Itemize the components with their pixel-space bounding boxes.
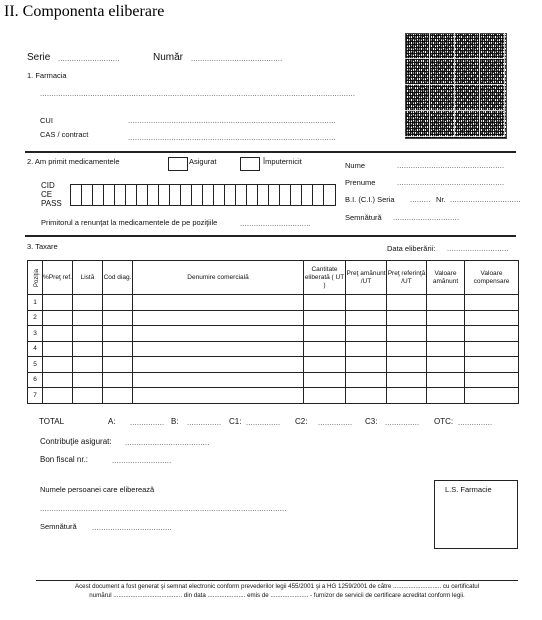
prenume-label: Prenume	[345, 178, 376, 187]
total-b-field[interactable]: ...............	[187, 418, 222, 427]
serie-field[interactable]: ...........................	[58, 54, 120, 63]
nume-label: Nume	[345, 161, 366, 170]
column-header: Valoare amănunt	[427, 261, 465, 295]
bi-seria-field[interactable]: .........	[410, 195, 431, 204]
section-divider-1	[25, 151, 516, 153]
pass-label: PASS	[41, 199, 62, 208]
stamp-label: L.S. Farmacie	[445, 485, 492, 494]
table-row	[28, 372, 519, 388]
total-c1-field[interactable]: ...............	[246, 418, 281, 427]
table-row	[28, 341, 519, 357]
total-b-label: B:	[171, 417, 179, 426]
row-number: 1	[28, 295, 43, 311]
total-label: TOTAL	[39, 417, 65, 426]
footer-line-1: Acest document a fost generat şi semnat electronic conform prevederilor legii 455/2001 şi a HG 1259/2001 de către ............................ cu certificatul	[74, 583, 480, 590]
semnatura-primitor-field[interactable]: .............................	[393, 213, 460, 222]
barcode-matrix-grid	[405, 33, 505, 137]
numar-field[interactable]: ........................................	[191, 54, 283, 63]
total-a-field[interactable]: ...............	[130, 418, 165, 427]
nume-field[interactable]: ...............................................	[397, 161, 505, 170]
cas-field[interactable]: ...........................................................................................	[128, 133, 336, 142]
cid-number-grid[interactable]	[70, 184, 336, 206]
semnatura-field[interactable]: ...................................	[92, 523, 172, 532]
semnatura-primitor-label: Semnătură	[345, 213, 382, 222]
table-row	[28, 310, 519, 326]
row-number: 5	[28, 357, 43, 373]
total-c3-field[interactable]: ...............	[385, 418, 420, 427]
column-header: Listă	[73, 261, 103, 295]
farmacia-label: 1. Farmacia	[27, 71, 67, 80]
footer-divider	[36, 580, 518, 581]
cui-field[interactable]: ...........................................................................................	[128, 116, 336, 125]
bi-seria-label: B.I. (C.I.) Seria	[345, 195, 395, 204]
table-row	[28, 326, 519, 342]
cas-label: CAS / contract	[40, 130, 89, 139]
am-primit-label: 2. Am primit medicamentele	[27, 157, 120, 166]
imputernicit-checkbox[interactable]	[240, 157, 260, 171]
total-c2-label: C2:	[295, 417, 308, 426]
table-header-row	[28, 261, 519, 295]
imputernicit-label: Împuternicit	[263, 157, 302, 166]
total-otc-field[interactable]: ...............	[458, 418, 493, 427]
cid-label: CID	[41, 181, 55, 190]
medicines-table	[27, 260, 519, 404]
numele-field[interactable]: ............................................................................................................	[40, 504, 287, 513]
bon-fiscal-label: Bon fiscal nr.:	[40, 455, 89, 464]
prenume-field[interactable]: ...............................................	[397, 178, 505, 187]
column-header: Poziţia	[28, 261, 43, 295]
total-otc-label: OTC:	[434, 417, 454, 426]
numele-label: Numele persoanei care eliberează	[40, 485, 155, 494]
footer-line-2: numărul ........................................ din data ...................... emis de ...................... - furnizor de servicii de certificare acreditat conform legii.	[89, 592, 465, 599]
serie-label: Serie	[27, 52, 51, 63]
asigurat-label: Asigurat	[189, 157, 217, 166]
total-c2-field[interactable]: ...............	[318, 418, 353, 427]
table-row	[28, 357, 519, 373]
row-number: 2	[28, 310, 43, 326]
row-number: 4	[28, 341, 43, 357]
total-c1-label: C1:	[229, 417, 242, 426]
section-divider-2	[25, 235, 516, 237]
row-number: 7	[28, 388, 43, 404]
renuntat-field[interactable]: ...............................	[240, 219, 311, 228]
row-number: 6	[28, 372, 43, 388]
semnatura-label: Semnătură	[40, 522, 77, 531]
column-header: Preţ referinţă /UT	[387, 261, 427, 295]
column-header: Cantitate eliberată ( UT )	[304, 261, 346, 295]
ce-label: CE	[41, 190, 53, 199]
column-header: Cod diag.	[103, 261, 133, 295]
footer-note	[36, 582, 518, 600]
total-c3-label: C3:	[365, 417, 378, 426]
column-header: %Preţ ref.	[43, 261, 73, 295]
total-a-label: A:	[108, 417, 116, 426]
nr-field[interactable]: ...............................	[450, 195, 521, 204]
row-number: 3	[28, 326, 43, 342]
column-header: Denumire comercială	[133, 261, 304, 295]
taxare-label: 3. Taxare	[27, 242, 58, 251]
column-header: Preţ amănunt /UT	[346, 261, 387, 295]
cui-label: CUI	[40, 116, 53, 125]
contributie-label: Contribuţie asigurat:	[40, 437, 112, 446]
page-title: II. Componenta eliberare	[4, 3, 165, 20]
renuntat-label: Primitorul a renunţat la medicamentele de pe poziţiile	[41, 218, 218, 227]
table-row	[28, 295, 519, 311]
farmacia-field[interactable]: ..........................................................................................................................................	[40, 89, 356, 98]
contributie-field[interactable]: .....................................	[125, 438, 210, 447]
asigurat-checkbox[interactable]	[168, 157, 188, 171]
data-eliberarii-label: Data eliberării:	[387, 244, 436, 253]
nr-label: Nr.	[436, 195, 446, 204]
data-eliberarii-field[interactable]: ...........................	[447, 244, 509, 253]
numar-label: Număr	[153, 52, 184, 63]
bon-fiscal-field[interactable]: ..........................	[112, 456, 172, 465]
column-header: Valoare compensare	[465, 261, 519, 295]
table-row	[28, 388, 519, 404]
